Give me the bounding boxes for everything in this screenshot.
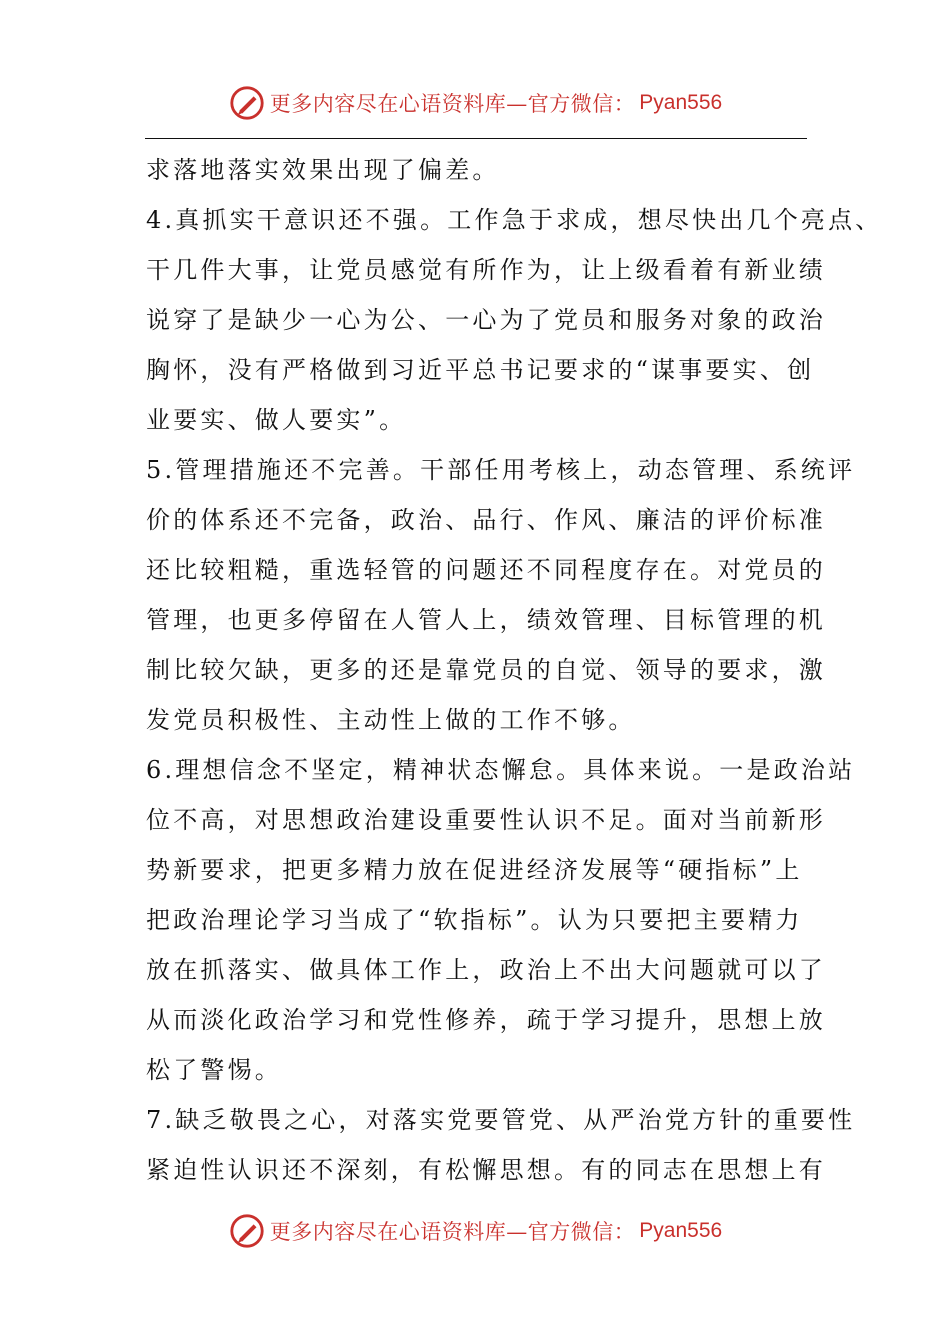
body-line: 紧迫性认识还不深刻，有松懈思想。有的同志在思想上有: [146, 1156, 826, 1184]
body-line: 说穿了是缺少一心为公、一心为了党员和服务对象的政治: [146, 306, 826, 334]
body-line: 胸怀，没有严格做到习近平总书记要求的“谋事要实、创: [146, 356, 815, 384]
page-footer: [0, 1210, 950, 1252]
body-line: 松了警惕。: [146, 1056, 282, 1084]
body-line: 位不高，对思想政治建设重要性认识不足。面对当前新形: [146, 806, 826, 834]
body-line: 管理，也更多停留在人管人上，绩效管理、目标管理的机: [146, 606, 826, 634]
pen-logo-icon: [228, 84, 266, 122]
body-line: 把政治理论学习当成了“软指标”。认为只要把主要精力: [146, 906, 803, 934]
body-line: 5.管理措施还不完善。干部任用考核上，动态管理、系统评: [146, 456, 856, 484]
header-brand-text: 更多内容尽在心语资料库—官方微信：: [269, 92, 636, 116]
footer-brand-text: 更多内容尽在心语资料库—官方微信：: [269, 1220, 636, 1244]
document-body: [146, 145, 883, 1195]
body-line: 势新要求，把更多精力放在促进经济发展等“硬指标”上: [146, 856, 803, 884]
body-line: 求落地落实效果出现了偏差。: [146, 156, 500, 184]
header-wechat-id: Pyan556: [639, 91, 723, 114]
body-line: 干几件大事，让党员感觉有所作为，让上级看着有新业绩: [146, 256, 826, 284]
pen-logo-icon: [228, 1212, 266, 1250]
header-divider: [145, 138, 807, 139]
body-line: 放在抓落实、做具体工作上，政治上不出大问题就可以了: [146, 956, 826, 984]
body-line: 价的体系还不完备，政治、品行、作风、廉洁的评价标准: [146, 506, 826, 534]
body-line: 4.真抓实干意识还不强。工作急于求成，想尽快出几个亮点、: [146, 206, 883, 234]
body-line: 制比较欠缺，更多的还是靠党员的自觉、领导的要求，激: [146, 656, 826, 684]
body-line: 发党员积极性、主动性上做的工作不够。: [146, 706, 636, 734]
body-line: 从而淡化政治学习和党性修养，疏于学习提升，思想上放: [146, 1006, 826, 1034]
page-header: [0, 82, 950, 124]
footer-wechat-id: Pyan556: [639, 1219, 723, 1242]
body-line: 业要实、做人要实”。: [146, 406, 407, 434]
body-line: 6.理想信念不坚定，精神状态懈怠。具体来说。一是政治站: [146, 756, 856, 784]
body-line: 7.缺乏敬畏之心，对落实党要管党、从严治党方针的重要性: [146, 1106, 856, 1134]
body-line: 还比较粗糙，重选轻管的问题还不同程度存在。对党员的: [146, 556, 826, 584]
